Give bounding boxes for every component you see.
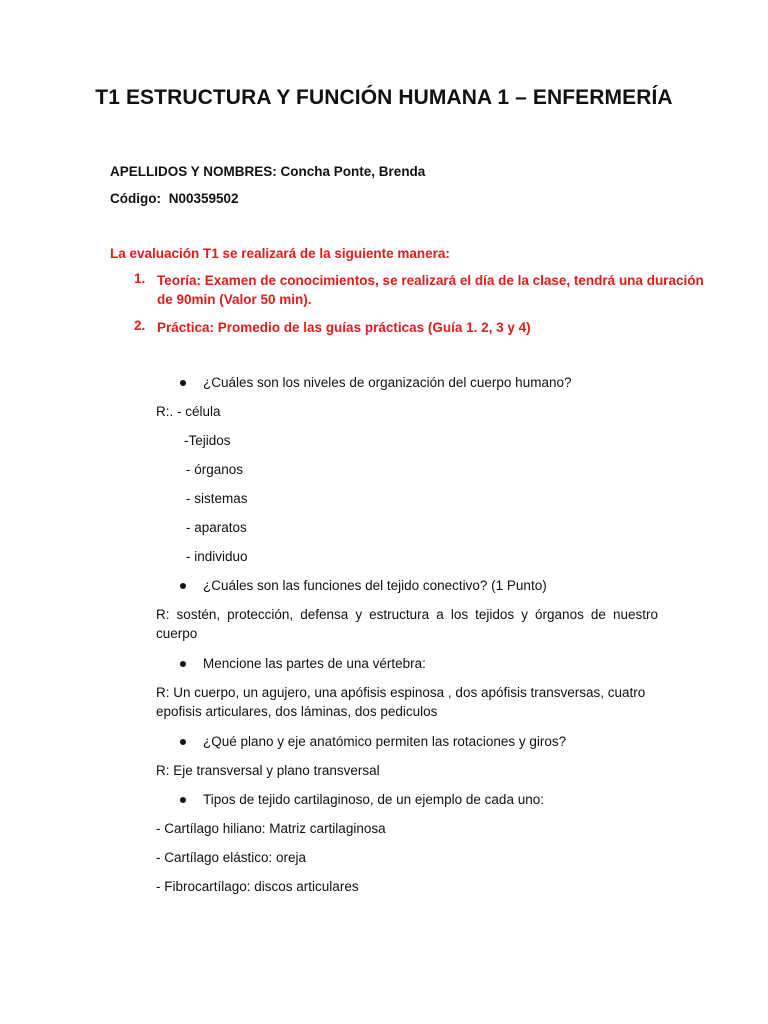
question-5: Tipos de tejido cartilaginoso, de un ejemplo de cada uno:	[203, 792, 544, 807]
bullet-icon	[180, 661, 186, 667]
answer-5-line: - Fibrocartílago: discos articulares	[156, 879, 359, 894]
question-1: ¿Cuáles son los niveles de organización del cuerpo humano?	[203, 375, 572, 390]
answer-2-line: cuerpo	[156, 626, 198, 641]
bullet-icon	[180, 797, 186, 803]
answer-3-line: R: Un cuerpo, un agujero, una apófisis espinosa , dos apófisis transversas, cuatro	[156, 685, 646, 700]
answer-5-line: - Cartílago elástico: oreja	[156, 850, 307, 865]
answer-1-line: - individuo	[186, 549, 248, 564]
answer-1-line: - sistemas	[186, 491, 248, 506]
answer-1-line: R:. - célula	[156, 404, 221, 419]
student-name-row	[110, 162, 425, 181]
evaluation-item-text: Teoría: Examen de conocimientos, se realizará el día de la clase, tendrá una duración	[157, 273, 704, 288]
question-4: ¿Qué plano y eje anatómico permiten las rotaciones y giros?	[203, 734, 567, 749]
evaluation-item-number: 2.	[134, 318, 146, 333]
student-code-row	[110, 189, 239, 208]
bullet-icon	[180, 380, 186, 386]
answer-1-line: - aparatos	[186, 520, 247, 535]
answer-3-line: epofisis articulares, dos láminas, dos pediculos	[156, 704, 438, 719]
answer-1-line: -Tejidos	[184, 433, 231, 448]
question-3: Mencione las partes de una vértebra:	[203, 656, 426, 671]
document-title: T1 ESTRUCTURA Y FUNCIÓN HUMANA 1 – ENFERMERÍA	[95, 86, 673, 109]
student-code-label: Código:	[110, 191, 161, 206]
answer-4: R: Eje transversal y plano transversal	[156, 763, 380, 778]
bullet-icon	[180, 583, 186, 589]
evaluation-intro: La evaluación T1 se realizará de la siguiente manera:	[110, 246, 450, 261]
answer-1-line: - órganos	[186, 462, 244, 477]
bullet-icon	[180, 739, 186, 745]
evaluation-item-text: Práctica: Promedio de las guías prácticas (Guía 1. 2, 3 y 4)	[157, 320, 531, 335]
evaluation-item-text-cont: de 90min (Valor 50 min).	[157, 292, 312, 307]
question-2: ¿Cuáles son las funciones del tejido conectivo? (1 Punto)	[203, 578, 547, 593]
student-name-value: Concha Ponte, Brenda	[280, 164, 426, 179]
evaluation-item-number: 1.	[134, 271, 146, 286]
student-code-value: N00359502	[168, 191, 239, 206]
student-name-label: APELLIDOS Y NOMBRES:	[110, 164, 277, 179]
answer-2-line: R: sostén, protección, defensa y estructura a los tejidos y órganos de nuestro	[156, 607, 658, 622]
answer-5-line: - Cartílago hiliano: Matriz cartilaginosa	[156, 821, 386, 836]
